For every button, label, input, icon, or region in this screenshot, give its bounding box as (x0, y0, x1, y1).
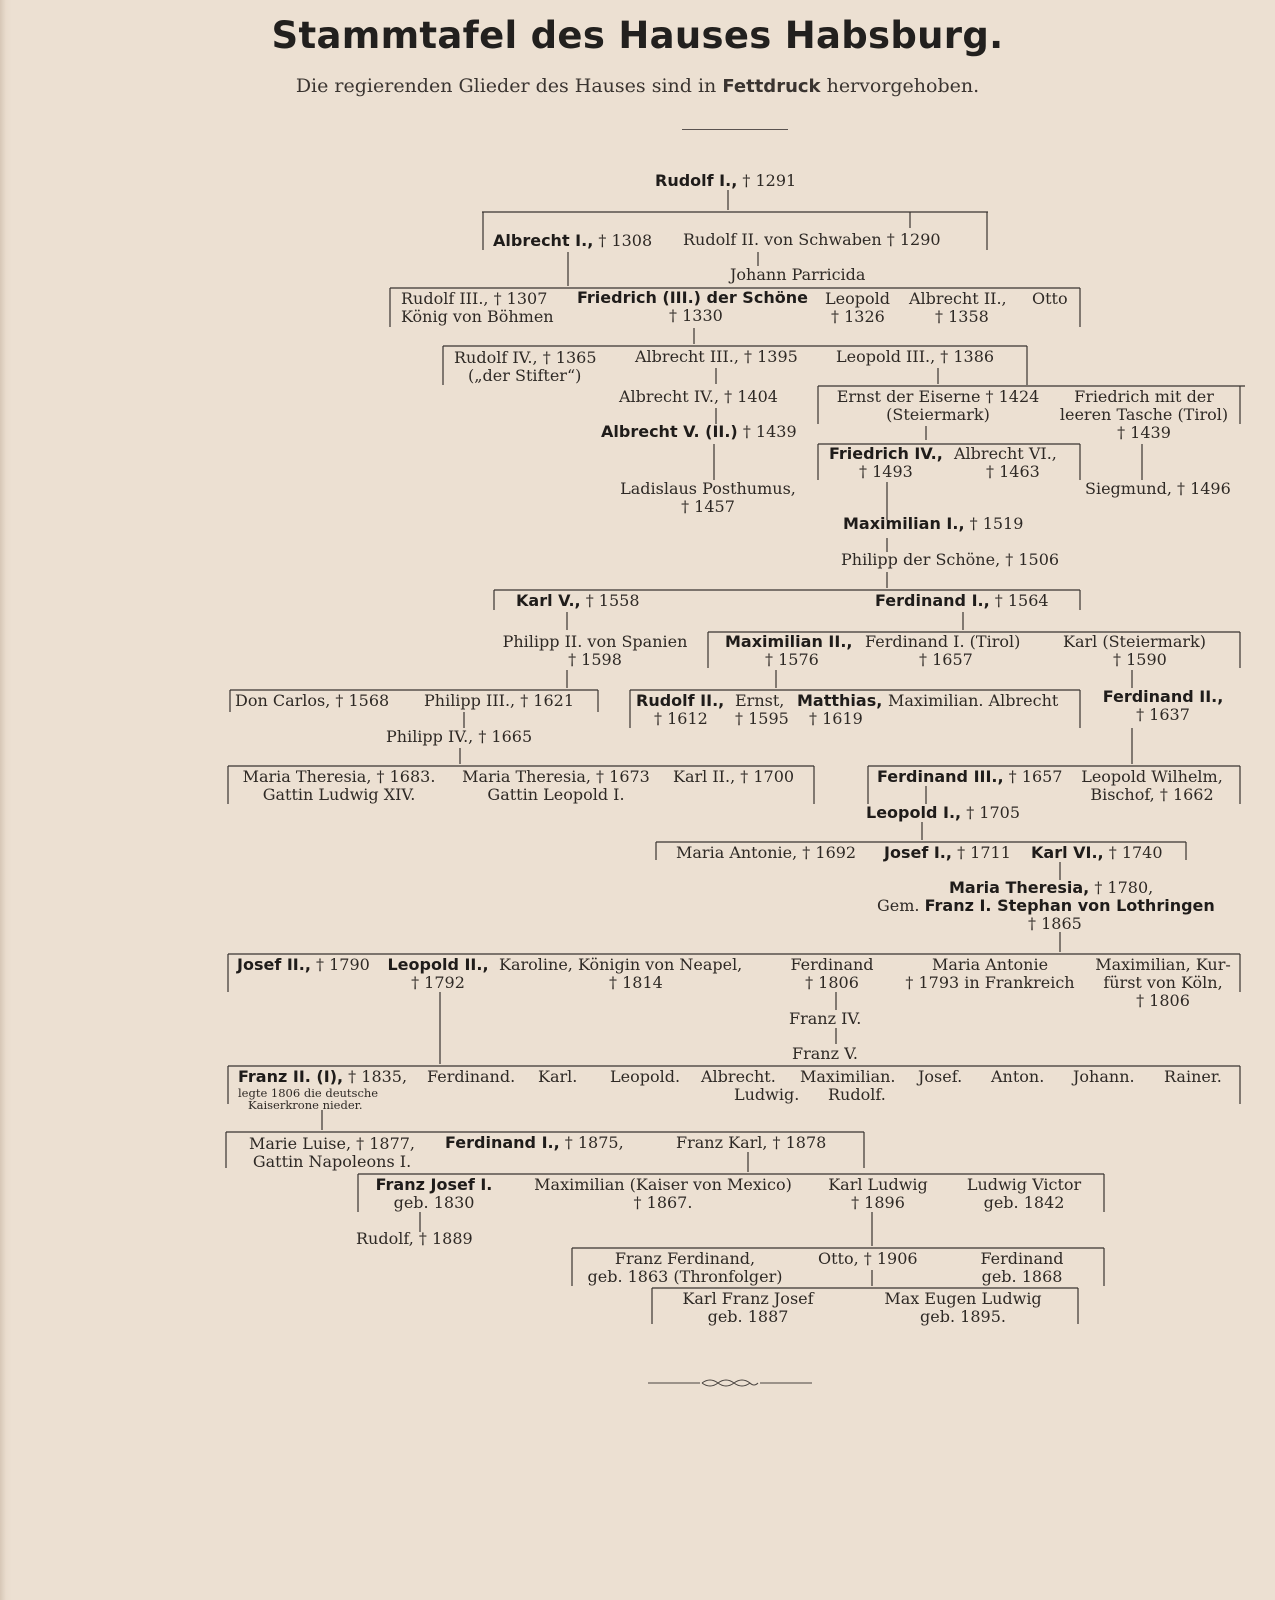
person-rudolf-iv: Rudolf IV., † 1365 („der Stifter“) (454, 348, 597, 385)
person-ludwig-victor: Ludwig Victor geb. 1842 (966, 1175, 1082, 1212)
person-franz-v: Franz V. (792, 1044, 858, 1063)
person-don-carlos: Don Carlos, † 1568 (235, 691, 390, 710)
person-siegmund: Siegmund, † 1496 (1085, 479, 1231, 498)
person-leopold-iii: Leopold III., † 1386 (836, 347, 995, 366)
subtitle-text-1: Die regierenden Glieder des Hauses sind in (295, 75, 717, 97)
person-maria-theresia-1673: Maria Theresia, † 1673 Gattin Leopold I. (462, 767, 650, 804)
person-friedrich-leeren-tasche: Friedrich mit der leeren Tasche (Tirol) † 1439 (1059, 387, 1229, 442)
person-ferdinand-modena: Ferdinand † 1806 (790, 955, 874, 992)
person-franz-josef-i: Franz Josef I. geb. 1830 (375, 1175, 493, 1212)
person-ladislaus-posthumus: Ladislaus Posthumus, † 1457 (620, 479, 796, 516)
person-rudolf-l2: Rudolf. (828, 1085, 886, 1104)
person-franz-iv: Franz IV. (789, 1009, 862, 1028)
person-josef-i: Josef I., † 1711 (884, 843, 1011, 862)
person-rudolf-1889: Rudolf, † 1889 (356, 1229, 473, 1248)
person-karl-l2: Karl. (538, 1067, 578, 1086)
person-philipp-iii: Philipp III., † 1621 (424, 691, 575, 710)
person-ferdinand-i-kaiser: Ferdinand I., † 1875, (445, 1133, 624, 1152)
person-karl-vi: Karl VI., † 1740 (1031, 843, 1163, 862)
person-leopold-l2: Leopold. (610, 1067, 681, 1086)
subtitle-text-2: hervorgehoben. (826, 75, 980, 97)
person-karoline: Karoline, Königin von Neapel, † 1814 (499, 955, 743, 992)
person-otto-1906: Otto, † 1906 (818, 1249, 918, 1268)
person-maximilian-mexico: Maximilian (Kaiser von Mexico) † 1867. (534, 1175, 792, 1212)
person-franz-karl: Franz Karl, † 1878 (676, 1133, 827, 1152)
person-ferdinand-ii: Ferdinand II., † 1637 (1102, 687, 1224, 724)
person-franz-ii: Franz II. (I), † 1835, (238, 1067, 408, 1086)
person-friedrich-iv: Friedrich IV., † 1493 (829, 444, 943, 481)
person-maximilian-l2: Maximilian. (800, 1067, 896, 1086)
person-karl-steiermark: Karl (Steiermark) † 1590 (1063, 632, 1206, 669)
person-albrecht-iii: Albrecht III., † 1395 (635, 347, 798, 366)
end-ornament (648, 1376, 812, 1390)
person-ferdinand-tirol: Ferdinand I. (Tirol) † 1657 (865, 632, 1021, 669)
person-anton-l2: Anton. (991, 1067, 1045, 1086)
person-maximilian-i: Maximilian I., † 1519 (843, 514, 1024, 533)
person-albrecht-ii: Albrecht II., † 1358 (909, 289, 1007, 326)
person-philipp-ii: Philipp II. von Spanien † 1598 (502, 632, 688, 669)
person-josef-ii: Josef II., † 1790 (237, 955, 370, 974)
person-rudolf-ii-kaiser: Rudolf II., † 1612 (636, 691, 725, 728)
person-rudolf-ii-schwaben: Rudolf II. von Schwaben † 1290 (683, 230, 941, 249)
person-matthias: Matthias, † 1619 (797, 691, 883, 728)
person-maria-theresia-1683: Maria Theresia, † 1683. Gattin Ludwig XIV. (242, 767, 436, 804)
person-karl-v: Karl V., † 1558 (516, 591, 640, 610)
person-maria-antonie-1692: Maria Antonie, † 1692 (676, 843, 857, 862)
person-leopold-wilhelm: Leopold Wilhelm, Bischof, † 1662 (1081, 767, 1223, 804)
person-johann-parricida: Johann Parricida (730, 265, 866, 284)
person-karl-franz-josef: Karl Franz Josef geb. 1887 (682, 1289, 814, 1326)
person-maximilian-albrecht: Maximilian. Albrecht (888, 691, 1059, 710)
person-marie-luise: Marie Luise, † 1877, Gattin Napoleons I. (248, 1134, 416, 1171)
person-karl-ii: Karl II., † 1700 (673, 767, 795, 786)
person-rudolf-iii: Rudolf III., † 1307 König von Böhmen (401, 289, 554, 326)
person-philipp-iv: Philipp IV., † 1665 (386, 727, 533, 746)
person-ernst: Ernst, † 1595 (735, 691, 789, 728)
person-ferdinand-i: Ferdinand I., † 1564 (875, 591, 1049, 610)
person-josef-l2: Josef. (918, 1067, 963, 1086)
person-ferdinand-iii: Ferdinand III., † 1657 (877, 767, 1063, 786)
person-ferdinand-l2: Ferdinand. (427, 1067, 516, 1086)
person-maximilian-ii: Maximilian II., † 1576 (725, 632, 853, 669)
person-friedrich-iii: Friedrich (III.) der Schöne † 1330 (577, 288, 808, 325)
person-maria-theresia: Maria Theresia, † 1780, (949, 878, 1154, 897)
person-albrecht-iv: Albrecht IV., † 1404 (619, 387, 778, 406)
person-maria-antonie-1793: Maria Antonie † 1793 in Frankreich (905, 955, 1075, 992)
page-title: Stammtafel des Hauses Habsburg. (271, 14, 1004, 57)
franz-ii-note: legte 1806 die deutsche Kaiserkrone nieder. (238, 1086, 379, 1112)
person-philipp-der-schoene: Philipp der Schöne, † 1506 (841, 550, 1060, 569)
person-ludwig-l2: Ludwig. (734, 1085, 800, 1104)
person-karl-ludwig: Karl Ludwig † 1896 (828, 1175, 928, 1212)
person-albrecht-v: Albrecht V. (II.) † 1439 (601, 422, 797, 441)
person-leopold-ii: Leopold II., † 1792 (387, 955, 489, 992)
person-albrecht-i: Albrecht I., † 1308 (493, 231, 653, 250)
person-rudolf-i: Rudolf I., † 1291 (655, 171, 797, 190)
person-albrecht-l2: Albrecht. (701, 1067, 776, 1086)
person-leopold-i: Leopold I., † 1705 (866, 803, 1021, 822)
person-ferdinand-1868: Ferdinand geb. 1868 (980, 1249, 1064, 1286)
person-franz-i-stephan-death: † 1865 (1028, 914, 1082, 933)
person-ernst-der-eiserne: Ernst der Eiserne † 1424 (Steiermark) (836, 387, 1040, 424)
person-otto: Otto (1032, 289, 1068, 308)
person-leopold: Leopold † 1326 (825, 289, 890, 326)
person-franz-ferdinand: Franz Ferdinand, geb. 1863 (Thronfolger) (587, 1249, 783, 1286)
person-rainer-l2: Rainer. (1164, 1067, 1222, 1086)
subtitle-bold: Fettdruck (722, 76, 821, 97)
person-johann-l2: Johann. (1073, 1067, 1135, 1086)
person-albrecht-vi: Albrecht VI., † 1463 (954, 444, 1057, 481)
person-max-eugen-ludwig: Max Eugen Ludwig geb. 1895. (884, 1289, 1042, 1326)
person-franz-i-stephan: Gem. Franz I. Stephan von Lothringen (877, 896, 1215, 915)
person-maximilian-kurfuerst: Maximilian, Kur- fürst von Köln, † 1806 (1095, 955, 1231, 1010)
